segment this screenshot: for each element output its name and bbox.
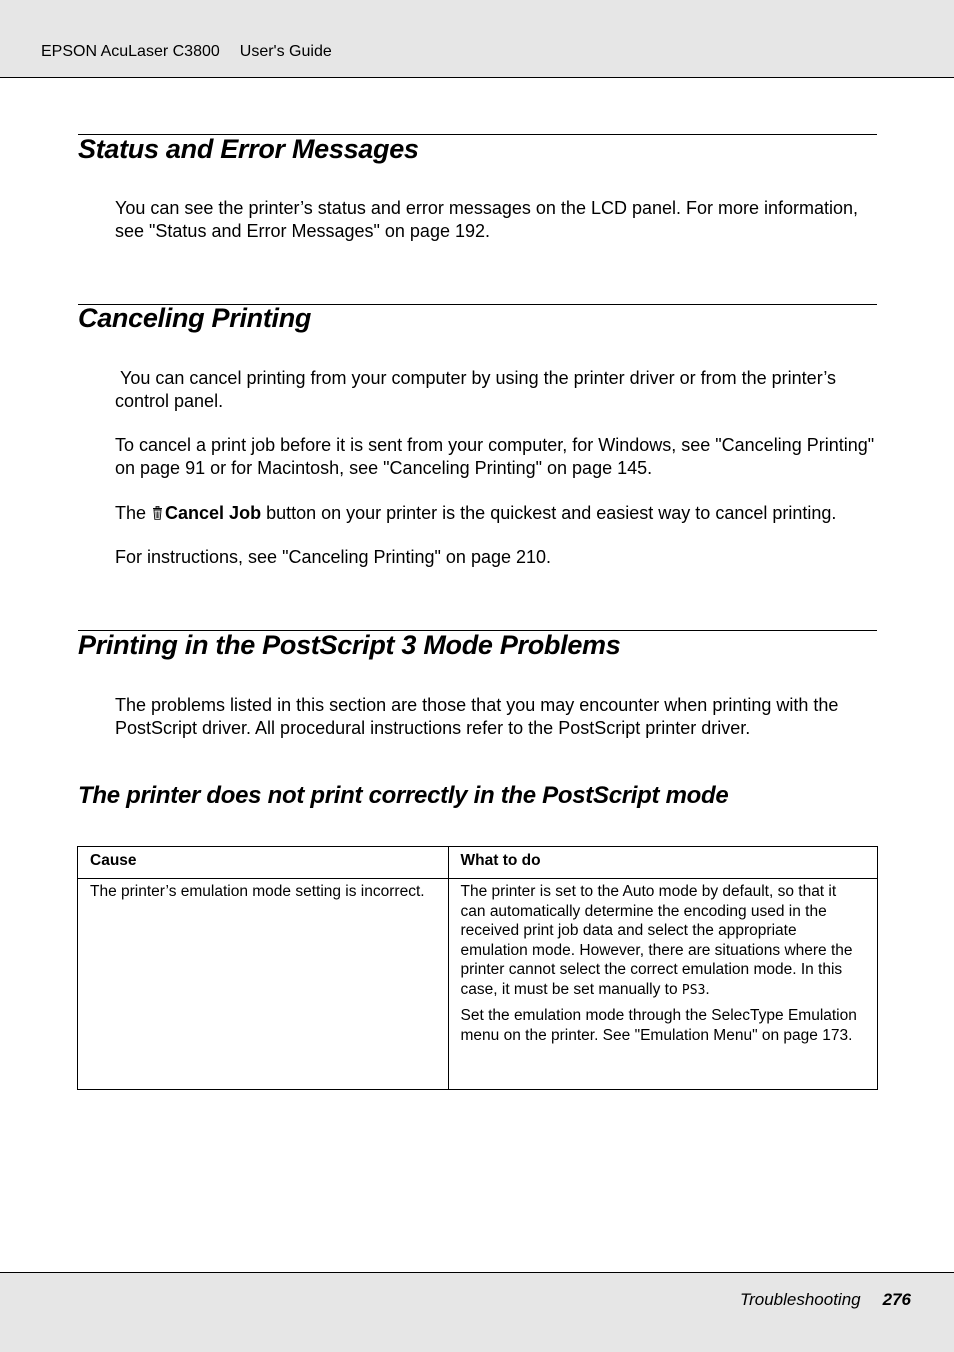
canceling-paragraph-4: For instructions, see "Canceling Printing" on page 210. [115, 546, 880, 569]
what-to-do-text-1 [461, 882, 865, 1000]
subsection-title: The printer does not print correctly in the PostScript mode [78, 782, 728, 810]
section-title-status: Status and Error Messages [78, 134, 419, 165]
what-to-do-cell [448, 879, 877, 1090]
canceling-paragraph-3 [115, 502, 895, 525]
header-product: EPSON AcuLaser C3800 [41, 43, 220, 60]
header-text [41, 43, 332, 61]
canceling-paragraph-2: To cancel a print job before it is sent from your computer, for Windows, see "Canceling Printing" on page 91 or for Macintosh, see "Canceling Printing" on page 145. [115, 434, 880, 479]
page-number: 276 [883, 1290, 911, 1309]
page-footer [0, 1272, 954, 1352]
canceling-paragraph-1: You can cancel printing from your computer by using the printer driver or from the printer’s control panel. [115, 367, 880, 412]
section-title-postscript: Printing in the PostScript 3 Mode Problems [78, 630, 620, 661]
table-row [78, 879, 878, 1090]
table-header-row [78, 847, 878, 879]
paragraph-prefix: The [115, 503, 151, 523]
footer-text [740, 1290, 911, 1310]
paragraph-suffix: button on your printer is the quickest and easiest way to cancel printing. [261, 503, 836, 523]
cause-text: The printer’s emulation mode setting is incorrect. [90, 882, 436, 902]
postscript-paragraph: The problems listed in this section are those that you may encounter when printing with the PostScript driver. All procedural instructions refer to the PostScript printer driver. [115, 694, 880, 739]
column-header-cause: Cause [78, 847, 449, 879]
emulation-code: PS3 [682, 983, 705, 998]
what-to-do-text-2: Set the emulation mode through the SelecType Emulation menu on the printer. See "Emulation Menu" on page 173. [461, 1006, 865, 1045]
what-to-do-part1-end: . [705, 981, 709, 998]
column-header-what-to-do: What to do [448, 847, 877, 879]
cause-cell [78, 879, 449, 1090]
footer-section-name: Troubleshooting [740, 1290, 861, 1309]
page-header [0, 0, 954, 78]
header-guide: User's Guide [240, 43, 332, 60]
troubleshooting-table [77, 846, 878, 1090]
cancel-job-label: Cancel Job [165, 503, 261, 523]
status-paragraph: You can see the printer’s status and error messages on the LCD panel. For more information, see "Status and Error Messages" on page 192. [115, 197, 880, 242]
what-to-do-part1: The printer is set to the Auto mode by default, so that it can automatically determine the encoding used in the received print job data and select the appropriate emulation mode. However, there are situations where the printer cannot select the correct emulation mode. In this case, it must be set manually to [461, 883, 853, 998]
section-title-canceling: Canceling Printing [78, 303, 311, 334]
trash-icon [152, 506, 163, 520]
